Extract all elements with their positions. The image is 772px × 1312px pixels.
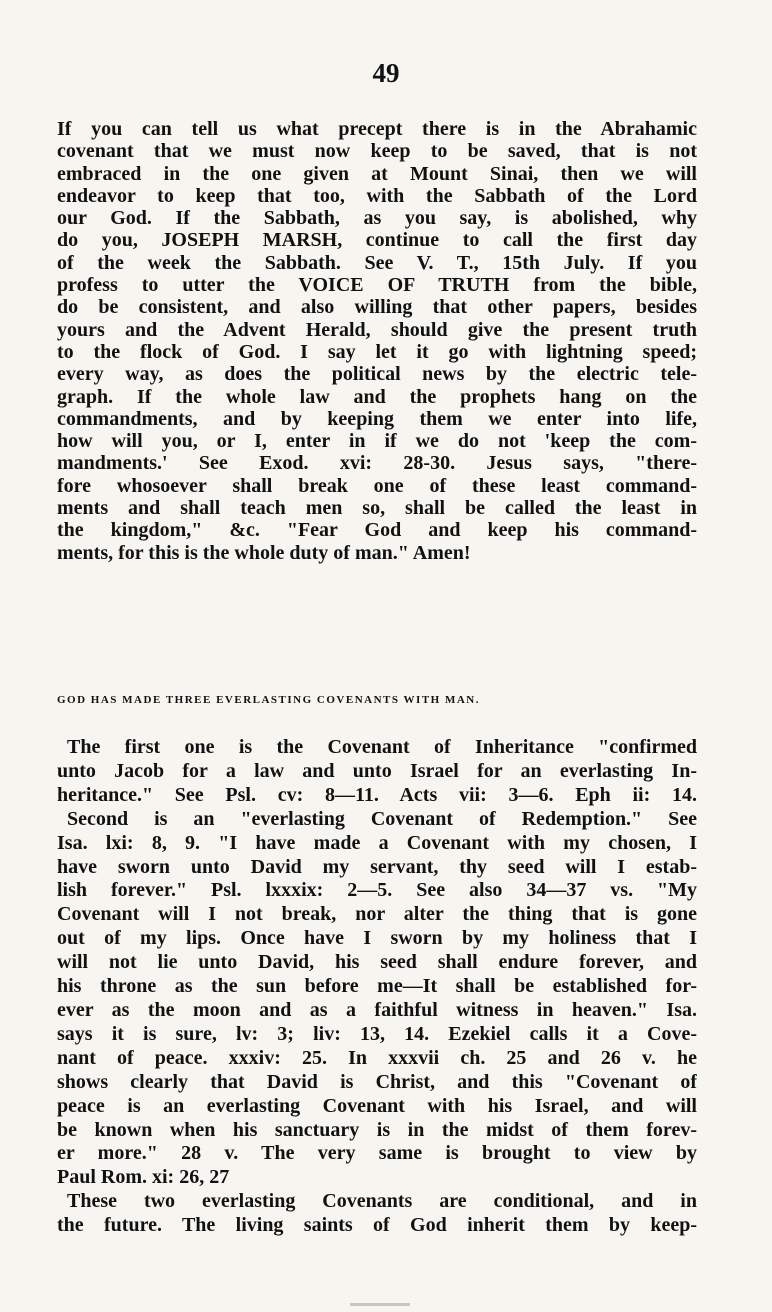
text-line: shows clearly that David is Christ, and this "Covenant of bbox=[57, 1070, 697, 1093]
text-line: nant of peace. xxxiv: 25. In xxxvii ch. 25 and 26 v. he bbox=[57, 1046, 697, 1069]
text-line: of the week the Sabbath. See V. T., 15th July. If you bbox=[57, 251, 697, 274]
text-line: ments and shall teach men so, shall be called the least in bbox=[57, 497, 697, 520]
text-line: how will you, or I, enter in if we do not 'keep the com- bbox=[57, 430, 697, 453]
text-line: be known when his sanctuary is in the midst of them forev- bbox=[57, 1118, 697, 1141]
text-line: Covenant will I not break, nor alter the thing that is gone bbox=[57, 903, 697, 926]
text-line: These two everlasting Covenants are conditional, and in bbox=[67, 1190, 697, 1213]
text-line: covenant that we must now keep to be saved, that is not bbox=[57, 140, 697, 163]
text-line: to the flock of God. I say let it go with lightning speed; bbox=[57, 340, 697, 363]
page-number: 49 bbox=[372, 58, 400, 88]
text-line: his throne as the sun before me—It shall be established for- bbox=[57, 975, 697, 998]
text-line: out of my lips. Once have I sworn by my holiness that I bbox=[57, 927, 697, 950]
text-line: the kingdom," &c. "Fear God and keep his command- bbox=[57, 519, 697, 542]
text-line: have sworn unto David my servant, thy seed will I estab- bbox=[57, 855, 697, 878]
text-line: Isa. lxi: 8, 9. "I have made a Covenant with my chosen, I bbox=[57, 831, 697, 854]
text-line: If you can tell us what precept there is in the Abrahamic bbox=[57, 118, 697, 140]
paragraph-covenants bbox=[57, 736, 697, 1238]
text-line: graph. If the whole law and the prophets hang on the bbox=[57, 385, 697, 408]
text-line: ments, for this is the whole duty of man." Amen! bbox=[57, 541, 471, 564]
text-line: er more." 28 v. The very same is brought to view by bbox=[57, 1142, 697, 1165]
text-line: will not lie unto David, his seed shall endure forever, and bbox=[57, 951, 697, 974]
text-line: embraced in the one given at Mount Sinai, then we will bbox=[57, 162, 697, 185]
page-bottom-mark bbox=[350, 1303, 410, 1306]
text-line: profess to utter the VOICE OF TRUTH from the bible, bbox=[57, 274, 697, 297]
text-line: the future. The living saints of God inherit them by keep- bbox=[57, 1214, 697, 1237]
text-line: Paul Rom. xi: 26, 27 bbox=[57, 1166, 230, 1189]
text-line: mandments.' See Exod. xvi: 28-30. Jesus says, "there- bbox=[57, 452, 697, 475]
text-line: ever as the moon and as a faithful witness in heaven." Isa. bbox=[57, 998, 697, 1021]
paragraph-sabbath-argument bbox=[57, 118, 697, 564]
text-line: commandments, and by keeping them we enter into life, bbox=[57, 407, 697, 430]
text-line: do you, JOSEPH MARSH, continue to call the first day bbox=[57, 229, 697, 252]
text-line: heritance." See Psl. cv: 8—11. Acts vii: 3—6. Eph ii: 14. bbox=[57, 783, 697, 806]
text-line: fore whosoever shall break one of these least command- bbox=[57, 474, 697, 497]
text-line: says it is sure, lv: 3; liv: 13, 14. Ezekiel calls it a Cove- bbox=[57, 1022, 697, 1045]
text-line: do be consistent, and also willing that other papers, besides bbox=[57, 296, 697, 319]
text-line: peace is an everlasting Covenant with his Israel, and will bbox=[57, 1094, 697, 1117]
text-line: yours and the Advent Herald, should give the present truth bbox=[57, 318, 697, 341]
text-line: Second is an "everlasting Covenant of Redemption." See bbox=[67, 807, 697, 830]
text-line: our God. If the Sabbath, as you say, is abolished, why bbox=[57, 207, 697, 230]
text-line: unto Jacob for a law and unto Israel for an everlasting In- bbox=[57, 759, 697, 782]
text-line: The first one is the Covenant of Inheritance "confirmed bbox=[67, 736, 697, 758]
text-line: endeavor to keep that too, with the Sabbath of the Lord bbox=[57, 184, 697, 207]
text-line: every way, as does the political news by the electric tele- bbox=[57, 363, 697, 386]
section-heading: GOD HAS MADE THREE EVERLASTING COVENANTS WITH MAN. bbox=[57, 694, 480, 706]
text-line: lish forever." Psl. lxxxix: 2—5. See also 34—37 vs. "My bbox=[57, 879, 697, 902]
